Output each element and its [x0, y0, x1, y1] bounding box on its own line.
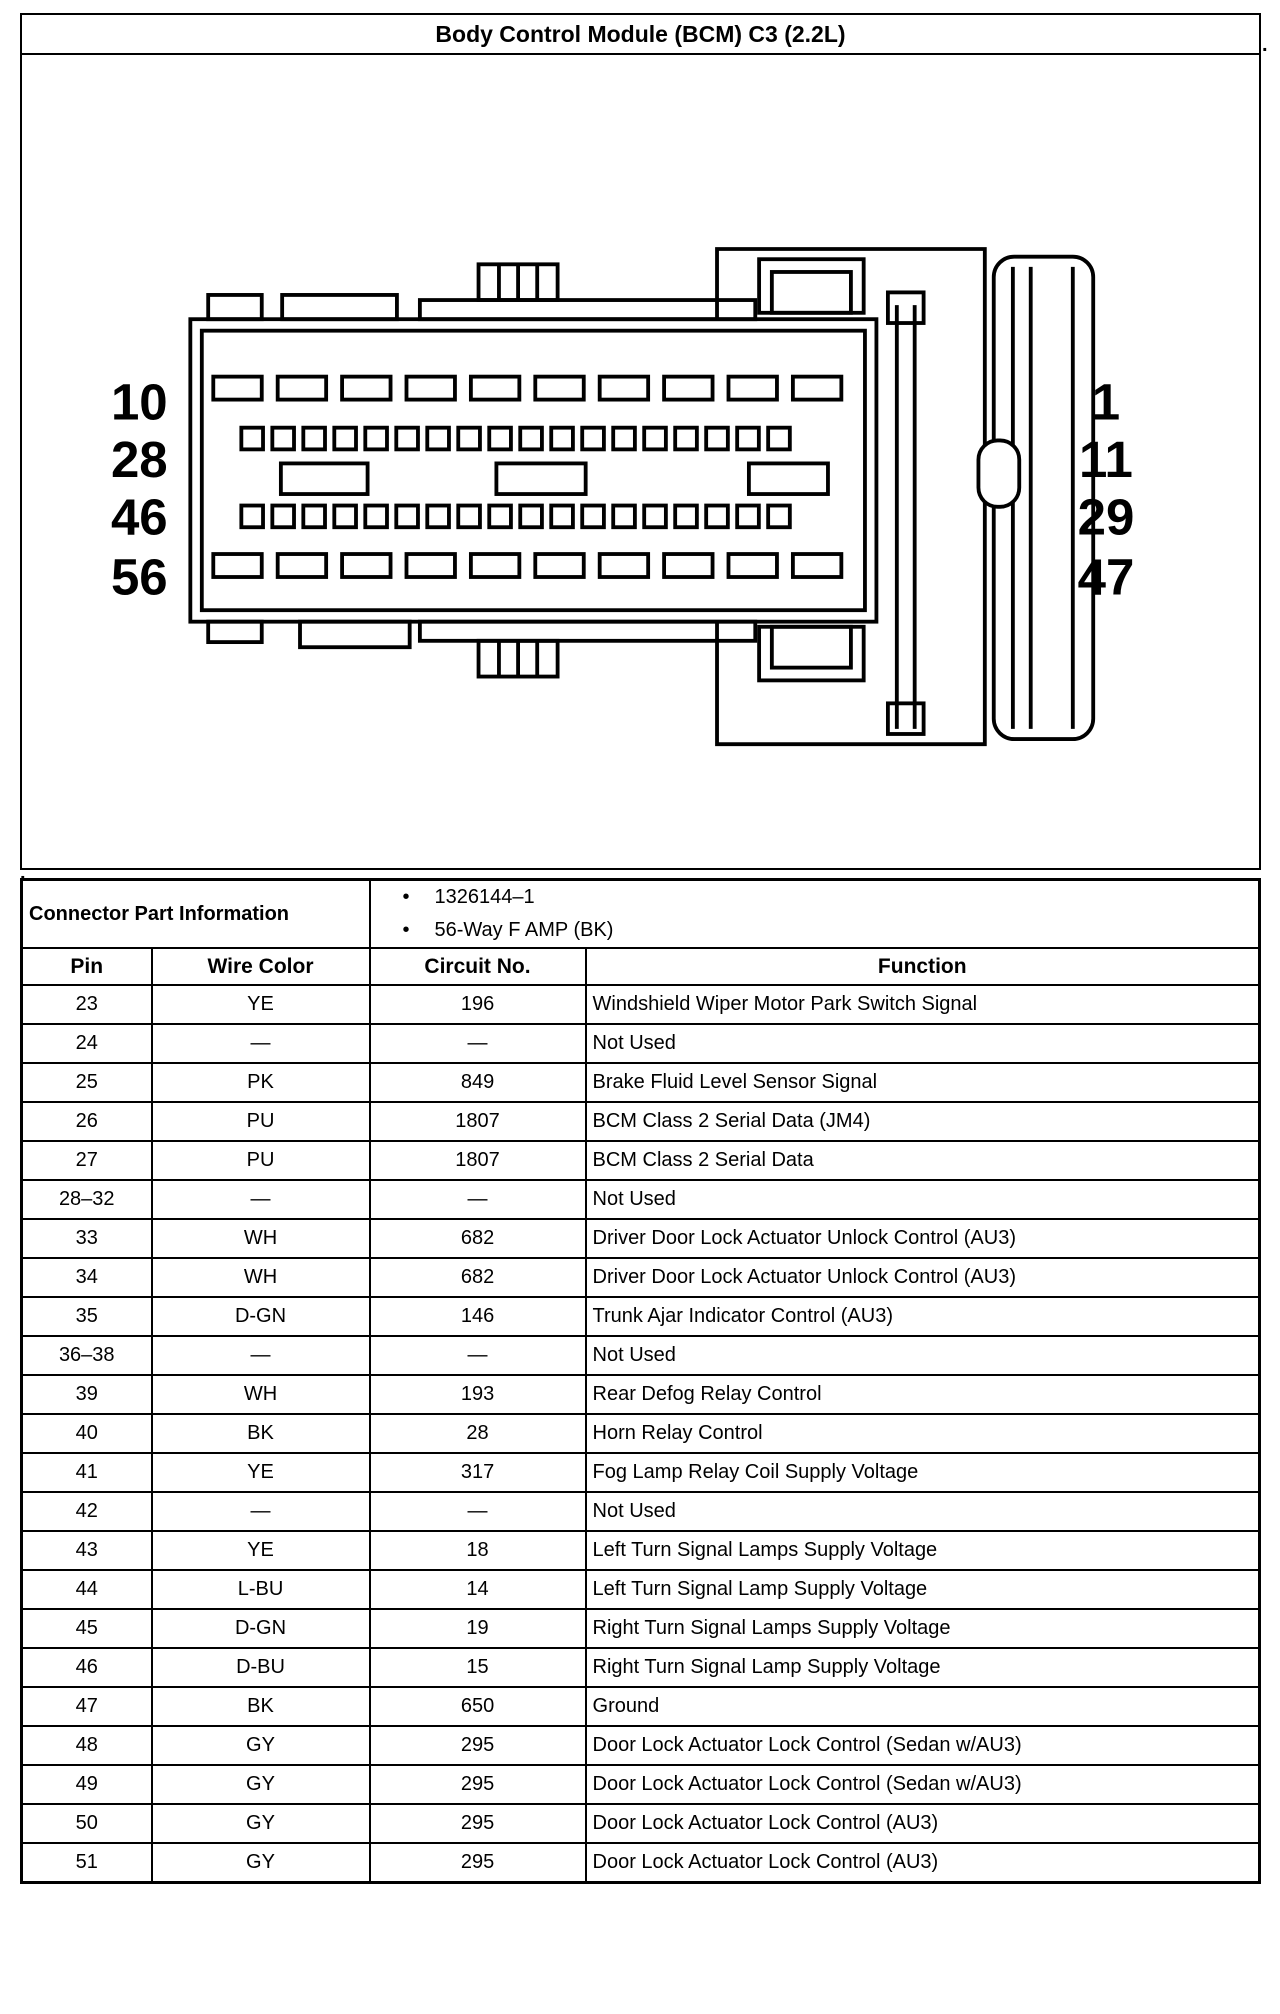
function-cell: Driver Door Lock Actuator Unlock Control (AU3) — [586, 1219, 1260, 1258]
circuit-no-cell: — — [370, 1024, 586, 1063]
connector-diagram — [22, 55, 1259, 868]
connector-type: • 56-Way F AMP (BK) — [435, 914, 1252, 947]
page-title-box — [20, 13, 1261, 55]
connector-cpa-oval — [978, 440, 1019, 506]
function-cell: BCM Class 2 Serial Data — [586, 1141, 1260, 1180]
pin-cell: 50 — [22, 1804, 152, 1843]
wire-color-cell: WH — [152, 1258, 370, 1297]
function-cell: Not Used — [586, 1180, 1260, 1219]
header-wire-color: Wire Color — [152, 948, 370, 985]
wire-color-cell: L-BU — [152, 1570, 370, 1609]
table-row — [22, 1375, 1260, 1414]
table-row — [22, 1570, 1260, 1609]
pin-cell: 41 — [22, 1453, 152, 1492]
function-cell: Door Lock Actuator Lock Control (Sedan w/AU3) — [586, 1726, 1260, 1765]
wire-color-cell: PU — [152, 1141, 370, 1180]
function-cell: Not Used — [586, 1492, 1260, 1531]
connector-left-label: 10 — [110, 373, 168, 431]
function-cell: Door Lock Actuator Lock Control (AU3) — [586, 1843, 1260, 1882]
circuit-no-cell: 849 — [370, 1063, 586, 1102]
pin-table-header-row — [22, 948, 1260, 985]
table-row — [22, 1180, 1260, 1219]
wire-color-cell: YE — [152, 985, 370, 1024]
function-cell: Door Lock Actuator Lock Control (AU3) — [586, 1804, 1260, 1843]
wire-color-cell: GY — [152, 1843, 370, 1882]
wire-color-cell: WH — [152, 1375, 370, 1414]
function-cell: Trunk Ajar Indicator Control (AU3) — [586, 1297, 1260, 1336]
wire-color-cell: — — [152, 1180, 370, 1219]
connector-info-label: Connector Part Information — [22, 880, 370, 949]
connector-right-label: 11 — [1079, 431, 1133, 489]
circuit-no-cell: 295 — [370, 1804, 586, 1843]
function-cell: Left Turn Signal Lamp Supply Voltage — [586, 1570, 1260, 1609]
wire-color-cell: — — [152, 1024, 370, 1063]
page-title: Body Control Module (BCM) C3 (2.2L) — [435, 20, 846, 47]
table-row — [22, 985, 1260, 1024]
wire-color-cell: GY — [152, 1804, 370, 1843]
connector-part-info — [370, 880, 1260, 949]
table-row — [22, 1297, 1260, 1336]
circuit-no-cell: 295 — [370, 1765, 586, 1804]
connector-info-row — [22, 880, 1260, 949]
circuit-no-cell: 317 — [370, 1453, 586, 1492]
wire-color-cell: PU — [152, 1102, 370, 1141]
header-pin: Pin — [22, 948, 152, 985]
table-row — [22, 1063, 1260, 1102]
stray-dot-bottom-left: . — [20, 862, 26, 884]
table-row — [22, 1453, 1260, 1492]
wire-color-cell: WH — [152, 1219, 370, 1258]
function-cell: Right Turn Signal Lamp Supply Voltage — [586, 1648, 1260, 1687]
pin-cell: 46 — [22, 1648, 152, 1687]
function-cell: Driver Door Lock Actuator Unlock Control (AU3) — [586, 1258, 1260, 1297]
circuit-no-cell: — — [370, 1336, 586, 1375]
pin-table — [20, 878, 1261, 1884]
pin-table-body — [22, 880, 1260, 1883]
pin-cell: 45 — [22, 1609, 152, 1648]
table-row — [22, 1219, 1260, 1258]
table-row — [22, 1531, 1260, 1570]
circuit-no-cell: 146 — [370, 1297, 586, 1336]
circuit-no-cell: 1807 — [370, 1102, 586, 1141]
table-row — [22, 1648, 1260, 1687]
connector-left-label: 28 — [110, 431, 168, 489]
function-cell: Rear Defog Relay Control — [586, 1375, 1260, 1414]
stray-dot-top-right: . — [1262, 34, 1268, 56]
circuit-no-cell: 295 — [370, 1726, 586, 1765]
table-row — [22, 1492, 1260, 1531]
connector-part-number: • 1326144–1 — [435, 881, 1252, 914]
function-cell: Door Lock Actuator Lock Control (Sedan w/AU3) — [586, 1765, 1260, 1804]
pin-cell: 35 — [22, 1297, 152, 1336]
pin-cell: 49 — [22, 1765, 152, 1804]
pin-cell: 42 — [22, 1492, 152, 1531]
connector-right-label: 29 — [1077, 488, 1135, 546]
circuit-no-cell: 682 — [370, 1219, 586, 1258]
circuit-no-cell: — — [370, 1180, 586, 1219]
connector-body — [190, 249, 1093, 744]
pin-cell: 25 — [22, 1063, 152, 1102]
circuit-no-cell: 1807 — [370, 1141, 586, 1180]
pin-cell: 33 — [22, 1219, 152, 1258]
wire-color-cell: BK — [152, 1414, 370, 1453]
circuit-no-cell: 15 — [370, 1648, 586, 1687]
pin-cell: 51 — [22, 1843, 152, 1882]
table-row — [22, 1258, 1260, 1297]
pin-cell: 40 — [22, 1414, 152, 1453]
table-row — [22, 1726, 1260, 1765]
function-cell: Fog Lamp Relay Coil Supply Voltage — [586, 1453, 1260, 1492]
wire-color-cell: D-GN — [152, 1609, 370, 1648]
function-cell: Not Used — [586, 1336, 1260, 1375]
circuit-no-cell: 14 — [370, 1570, 586, 1609]
function-cell: Windshield Wiper Motor Park Switch Signal — [586, 985, 1260, 1024]
circuit-no-cell: 196 — [370, 985, 586, 1024]
wire-color-cell: GY — [152, 1765, 370, 1804]
connector-part-bullets — [377, 881, 1252, 947]
pin-cell: 34 — [22, 1258, 152, 1297]
circuit-no-cell: 193 — [370, 1375, 586, 1414]
pin-cell: 43 — [22, 1531, 152, 1570]
table-row — [22, 1336, 1260, 1375]
wire-color-cell: PK — [152, 1063, 370, 1102]
pin-cell: 47 — [22, 1687, 152, 1726]
wire-color-cell: — — [152, 1492, 370, 1531]
pin-cell: 27 — [22, 1141, 152, 1180]
table-row — [22, 1765, 1260, 1804]
pin-cell: 48 — [22, 1726, 152, 1765]
connector-left-label: 56 — [110, 548, 168, 606]
function-cell: Left Turn Signal Lamps Supply Voltage — [586, 1531, 1260, 1570]
function-cell: Not Used — [586, 1024, 1260, 1063]
pin-cell: 26 — [22, 1102, 152, 1141]
wire-color-cell: GY — [152, 1726, 370, 1765]
function-cell: Ground — [586, 1687, 1260, 1726]
function-cell: BCM Class 2 Serial Data (JM4) — [586, 1102, 1260, 1141]
header-circuit-no: Circuit No. — [370, 948, 586, 985]
wire-color-cell: BK — [152, 1687, 370, 1726]
pin-cell: 39 — [22, 1375, 152, 1414]
connector-left-label: 46 — [110, 488, 168, 546]
table-row — [22, 1804, 1260, 1843]
pin-cell: 24 — [22, 1024, 152, 1063]
manual-page — [20, 13, 1261, 1884]
wire-color-cell: YE — [152, 1531, 370, 1570]
table-row — [22, 1609, 1260, 1648]
table-row — [22, 1102, 1260, 1141]
connector-right-label: 1 — [1091, 373, 1121, 431]
connector-diagram-box — [20, 55, 1261, 870]
wire-color-cell: D-GN — [152, 1297, 370, 1336]
table-row — [22, 1414, 1260, 1453]
table-row — [22, 1843, 1260, 1882]
function-cell: Brake Fluid Level Sensor Signal — [586, 1063, 1260, 1102]
pin-cell: 28–32 — [22, 1180, 152, 1219]
circuit-no-cell: — — [370, 1492, 586, 1531]
pin-cell: 23 — [22, 985, 152, 1024]
circuit-no-cell: 650 — [370, 1687, 586, 1726]
function-cell: Horn Relay Control — [586, 1414, 1260, 1453]
connector-right-label: 47 — [1077, 548, 1135, 606]
table-row — [22, 1687, 1260, 1726]
wire-color-cell: D-BU — [152, 1648, 370, 1687]
circuit-no-cell: 295 — [370, 1843, 586, 1882]
circuit-no-cell: 28 — [370, 1414, 586, 1453]
pin-cell: 44 — [22, 1570, 152, 1609]
circuit-no-cell: 682 — [370, 1258, 586, 1297]
table-row — [22, 1141, 1260, 1180]
table-row — [22, 1024, 1260, 1063]
pin-cell: 36–38 — [22, 1336, 152, 1375]
wire-color-cell: — — [152, 1336, 370, 1375]
circuit-no-cell: 18 — [370, 1531, 586, 1570]
header-function: Function — [586, 948, 1260, 985]
circuit-no-cell: 19 — [370, 1609, 586, 1648]
function-cell: Right Turn Signal Lamps Supply Voltage — [586, 1609, 1260, 1648]
wire-color-cell: YE — [152, 1453, 370, 1492]
